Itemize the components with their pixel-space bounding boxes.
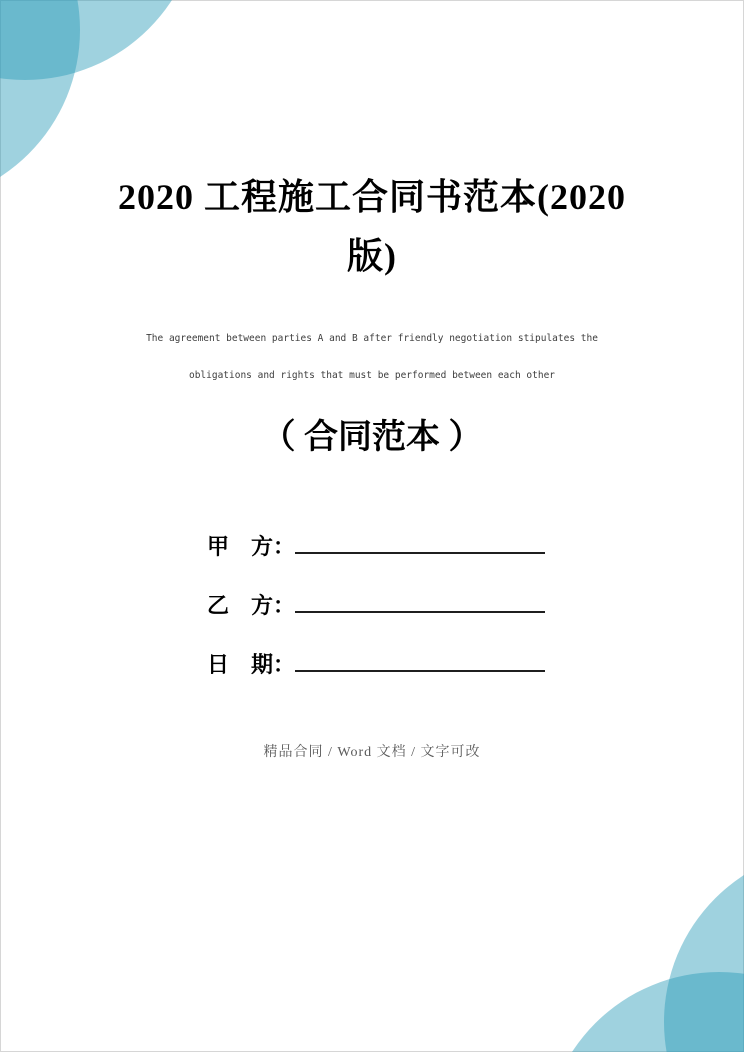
title-line-1: 2020 工程施工合同书范本(2020 xyxy=(118,177,626,217)
signature-fields xyxy=(207,534,545,711)
party-b-blank-line xyxy=(295,611,545,613)
title-line-2: 版) xyxy=(347,236,397,276)
party-a-row xyxy=(207,534,545,560)
date-blank-line xyxy=(295,670,545,672)
document-subtitle xyxy=(0,320,744,394)
date-row xyxy=(207,652,545,678)
party-b-label: 乙 方： xyxy=(207,593,296,618)
date-label: 日 期： xyxy=(207,652,296,677)
party-b-row xyxy=(207,593,545,619)
party-a-blank-line xyxy=(295,552,545,554)
subtitle-line-2: obligations and rights that must be performed between each other xyxy=(188,370,556,381)
party-a-label: 甲 方： xyxy=(207,534,296,559)
subtitle-line-1: The agreement between parties A and B after friendly negotiation stipulates the xyxy=(146,333,598,344)
document-title xyxy=(0,168,744,286)
decor-circle-bottom-right-b xyxy=(664,847,744,1052)
contract-template-stamp: （ 合同范本 ） xyxy=(261,419,483,456)
footer-note: 精品合同 / Word 文档 / 文字可改 xyxy=(263,745,481,760)
